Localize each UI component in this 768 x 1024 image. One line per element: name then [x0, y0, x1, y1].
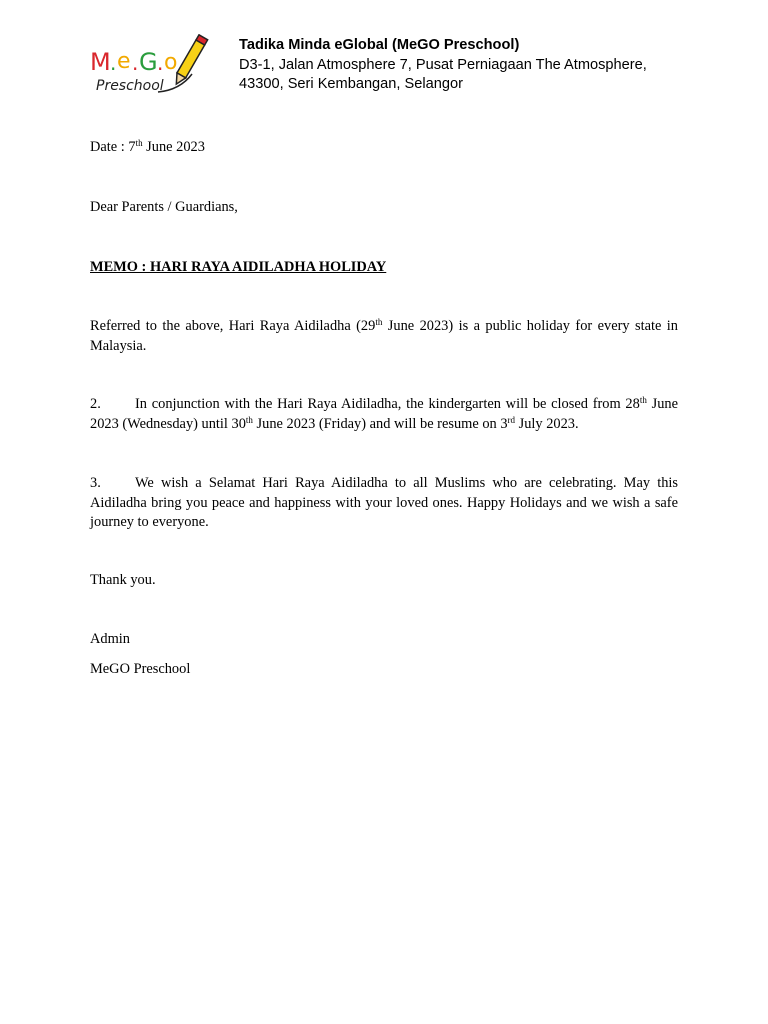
- closing: Thank you.: [90, 572, 156, 588]
- paragraph-number: 3.: [90, 475, 101, 491]
- paragraph-number: 2.: [90, 396, 101, 412]
- mego-logo: [88, 34, 218, 96]
- paragraph-2: 2. In conjunction with the Hari Raya Aidiladha, the kindergarten will be closed from 28th June 2023 (Wednesday) until 30th June 2023 (Friday) and will be resume on 3rd July 2023.: [90, 395, 678, 432]
- logo-dot: .: [157, 51, 164, 75]
- logo-letter-e: e: [117, 49, 131, 74]
- address-line-1: D3-1, Jalan Atmosphere 7, Pusat Perniagaan The Atmosphere,: [239, 56, 647, 73]
- memo-title: MEMO : HARI RAYA AIDILADHA HOLIDAY: [90, 259, 387, 275]
- logo-dot: .: [132, 51, 139, 75]
- paragraph-1: Referred to the above, Hari Raya Aidiladha (29th June 2023) is a public holiday for every state in Malaysia.: [90, 317, 678, 354]
- logo-subtext: Preschool: [96, 78, 164, 94]
- signature-org: MeGO Preschool: [90, 661, 191, 677]
- address-line-2: 43300, Seri Kembangan, Selangor: [239, 76, 463, 92]
- logo-letter-g: G: [139, 48, 158, 76]
- paragraph-3: 3. We wish a Selamat Hari Raya Aidiladha to all Muslims who are celebrating. May this Aidiladha bring you peace and happiness with your loved ones. Happy Holidays and we wish a safe journey to everyone.: [90, 475, 678, 530]
- salutation: Dear Parents / Guardians,: [90, 199, 238, 215]
- letterhead: [239, 36, 647, 95]
- signature-name: Admin: [90, 631, 130, 647]
- org-name: Tadika Minda eGlobal (MeGO Preschool): [239, 37, 520, 53]
- logo-dot: .: [110, 51, 117, 75]
- memo-date: Date : 7th June 2023: [90, 138, 205, 155]
- logo-letter-o: o: [164, 50, 178, 75]
- logo-letter-m: M: [90, 48, 111, 76]
